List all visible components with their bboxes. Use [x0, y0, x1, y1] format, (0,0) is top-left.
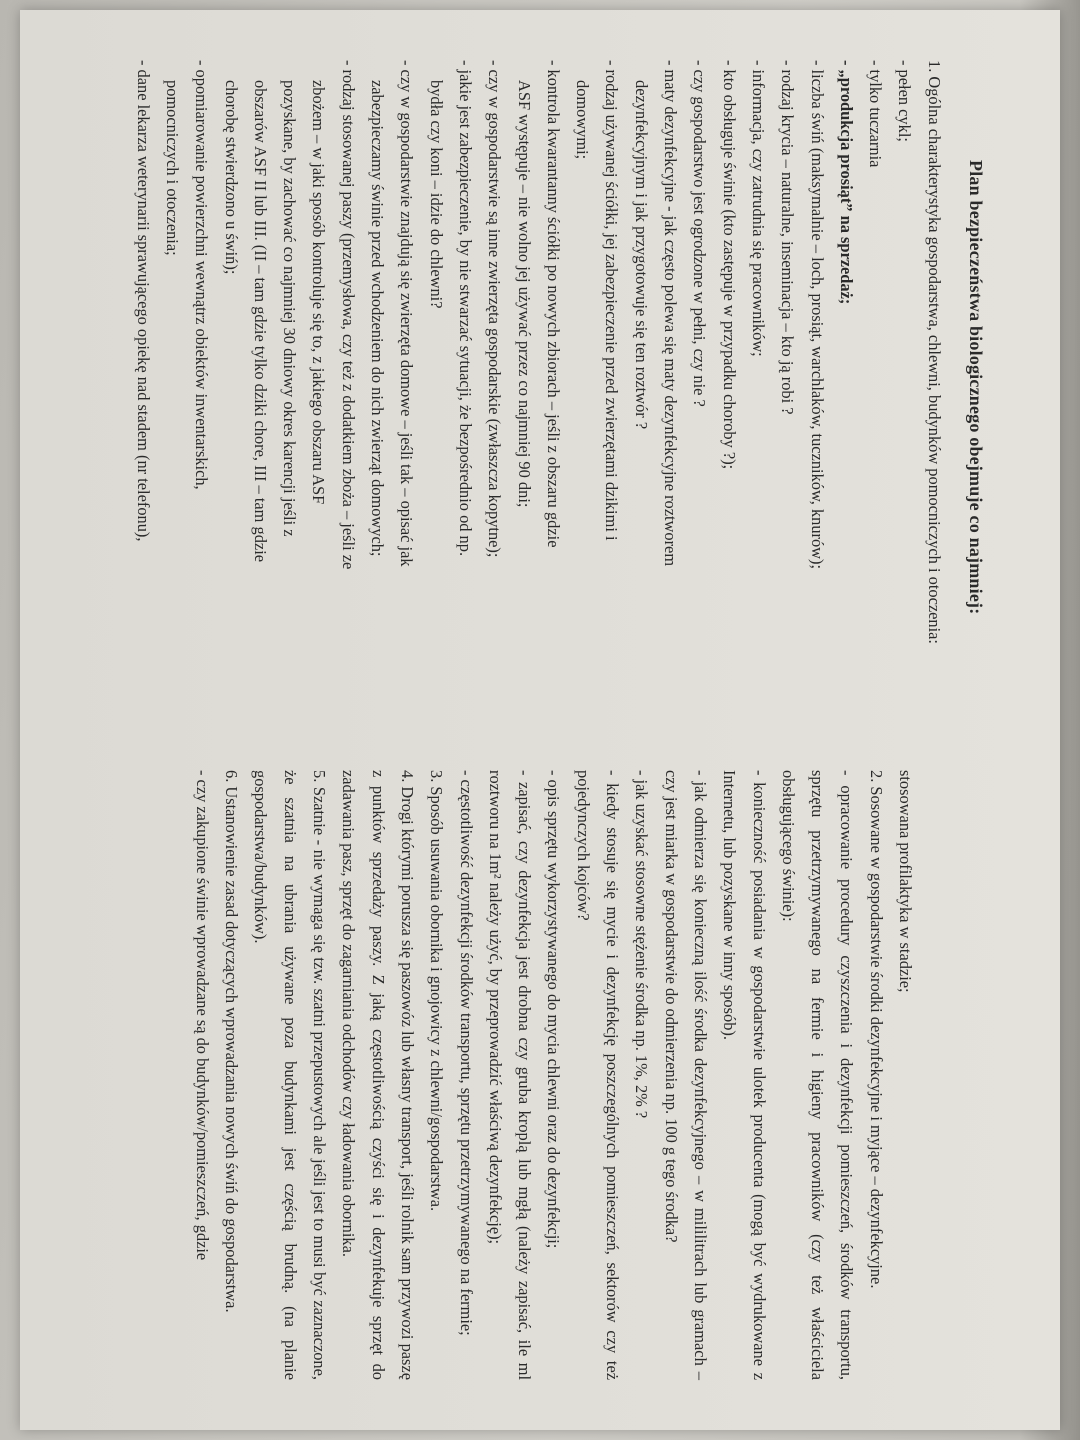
section-3-heading: 3. Sposób usuwania obornika i gnojowicy z chlewni/gospodarstwa. [427, 770, 447, 1212]
left-line: - rodzaj używanej ściółki, jej zabezpieczenie przed zwierzętami dzikimi i [602, 60, 622, 541]
left-line: - „produkcja prosiąt” na sprzedaż; [836, 60, 856, 305]
left-line: pomocniczych i otoczenia; [162, 80, 182, 256]
right-paragraph: stosowana profilaktyka w stadzie; [896, 770, 915, 993]
left-line: - maty dezynfekcyjne - jak często polewa się maty dezynfekcyjne roztworem [661, 60, 681, 567]
section-4-paragraph: 4. Drogi którymi porusza się paszowóz lub własny transport, jeśli rolnik sam przywozi paszę z punktów sprzedaży paszy. Z jaką częstotliwością czyści się i dezynfekuje sprzęt do zadawania pasz, sprzęt do zagarniania odchodów czy ładowania obornika. [339, 770, 417, 1380]
section-1-heading: 1. Ogólna charakterystyka gospodarstwa, chlewni, budynków pomocniczych i otoczenia: [924, 60, 944, 644]
right-paragraph: - częstotliwość dezynfekcji środków transportu, sprzętu przetrzymywanego na fermie; [456, 770, 476, 1336]
left-line: ASF występuje – nie wolno jej używać przez co najmniej 90 dni; [514, 80, 534, 508]
right-paragraph: - opracowanie procedury czyszczenia i dezynfekcji pomieszczeń, środków transportu, sprzętu przetrzymywanego na fermie i higieny pracowników (czy też właściciela obsługującego świnie): [778, 770, 857, 1380]
left-line: bydła czy koni – idzie do chlewni? [426, 80, 446, 309]
left-line: zabezpieczamy świnie przed wchodzeniem do nich zwierząt domowych; [368, 80, 388, 557]
right-paragraph: - zapisać, czy dezynfekcja jest drobna czy gruba kroplą lub mgłą (należy zapisać, ile ml roztworu na 1m² należy użyć, by przeprowadzić właściwą dezynfekcję); [485, 770, 535, 1380]
right-column [188, 770, 920, 1380]
page-title: Plan bezpieczeństwa biologicznego obejmuje co najmniej: [966, 160, 986, 615]
left-line: - opomiarowanie powierzchni wewnątrz obiektów inwentarskich, [192, 60, 212, 490]
left-line: pozyskane, by zachować co najmniej 30 dniowy okres karencji jeśli z [280, 80, 300, 537]
left-line: - dane lekarza weterynarii sprawującego opiekę nad stadem (nr telefonu), [133, 60, 153, 542]
left-line: - kto obsługuje świnie (kto zastępuje w przypadku choroby ?); [719, 60, 739, 470]
section-5-paragraph: 5. Szatnie - nie wymaga się tzw. szatni przepustowych ale jeśli jest to musi być zaznaczone, że szatnia na ubrania używane poza budynkami jest częścią brudną. (na planie gospodarstwa/budynków). [251, 770, 330, 1380]
left-line: - pełen cykl; [895, 60, 915, 142]
left-line: - kontrola kwarantanny ściółki po nowych zbiorach – jeśli z obszaru gdzie [543, 60, 563, 548]
left-line: - rodzaj krycia – naturalne, inseminacja – kto ją robi ? [778, 60, 798, 415]
left-column [128, 60, 990, 720]
right-paragraph: - kiedy stosuje się mycie i dezynfekcję poszczególnych pomieszczeń, sektorów czy też pojedynczych kojców? [573, 770, 623, 1380]
left-line: dezynfekcyjnym i jak przygotowuje się ten roztwór ? [631, 80, 651, 430]
right-paragraph: - konieczność posiadania w gospodarstwie ulotek producenta (mogą być wydrukowane z Internetu, lub pozyskane w inny sposób). [720, 770, 769, 1380]
left-line: obszarów ASF II lub III. (II – tam gdzie tylko dziki chore, III – tam gdzie [250, 80, 270, 563]
right-paragraph: - jak uzyskać stosowne stężenie środka np. 1%, 2% ? [632, 770, 652, 1119]
section-6-paragraph: 6. Ustanowienie zasad dotyczących wprowadzania nowych świń do gospodarstwa. [222, 770, 242, 1313]
left-line: - jakie jest zabezpieczenie, by nie stwarzać sytuacji, że bezpośrednio od np. [455, 60, 475, 557]
right-paragraph: - jak odmierza się konieczną ilość środka dezynfekcyjnego – w mililitrach lub gramach – czy jest miarka w gospodarstwie do odmierzenia np. 100 g tego środka? [661, 770, 710, 1380]
left-line: - rodzaj stosowanej paszy (przemysłowa, czy też z dodatkiem zboża – jeśli ze [338, 60, 358, 570]
left-line: - czy gospodarstwo jest ogrodzone w pełni, czy nie ? [690, 60, 710, 407]
left-line: domowymi; [573, 80, 593, 160]
left-line: chorobę stwierdzono u świń); [221, 80, 241, 275]
left-line: - czy w gospodarstwie są inne zwierzęta gospodarskie (zwłaszcza kopytne); [485, 60, 505, 558]
left-line: - informacja, czy zatrudnia się pracowników; [748, 60, 768, 357]
left-line: - tylko tuczarnia [866, 60, 886, 168]
document-page [20, 10, 1060, 1430]
right-paragraph: - opis sprzętu wykorzystywanego do mycia chlewni oraz do dezynfekcji; [544, 770, 564, 1249]
section-2-heading: 2. Sosowane w gospodarstwie środki dezynfekcyjne i myjące – dezynfekcyjne. [866, 770, 886, 1289]
right-paragraph: - czy zakupione świnie wprowadzane są do budynków/pomieszczeń, gdzie [192, 770, 212, 1261]
left-line: - liczba świń (maksymalnie – loch, prosiąt, warchlaków, tuczników, knurów); [807, 60, 827, 570]
left-line: zbożem – w jaki sposób kontroluje się to, z jakiego obszaru ASF [309, 80, 329, 505]
left-line: - czy w gospodarstwie znajdują się zwierzęta domowe – jeśli tak – opisać jak [397, 60, 417, 567]
